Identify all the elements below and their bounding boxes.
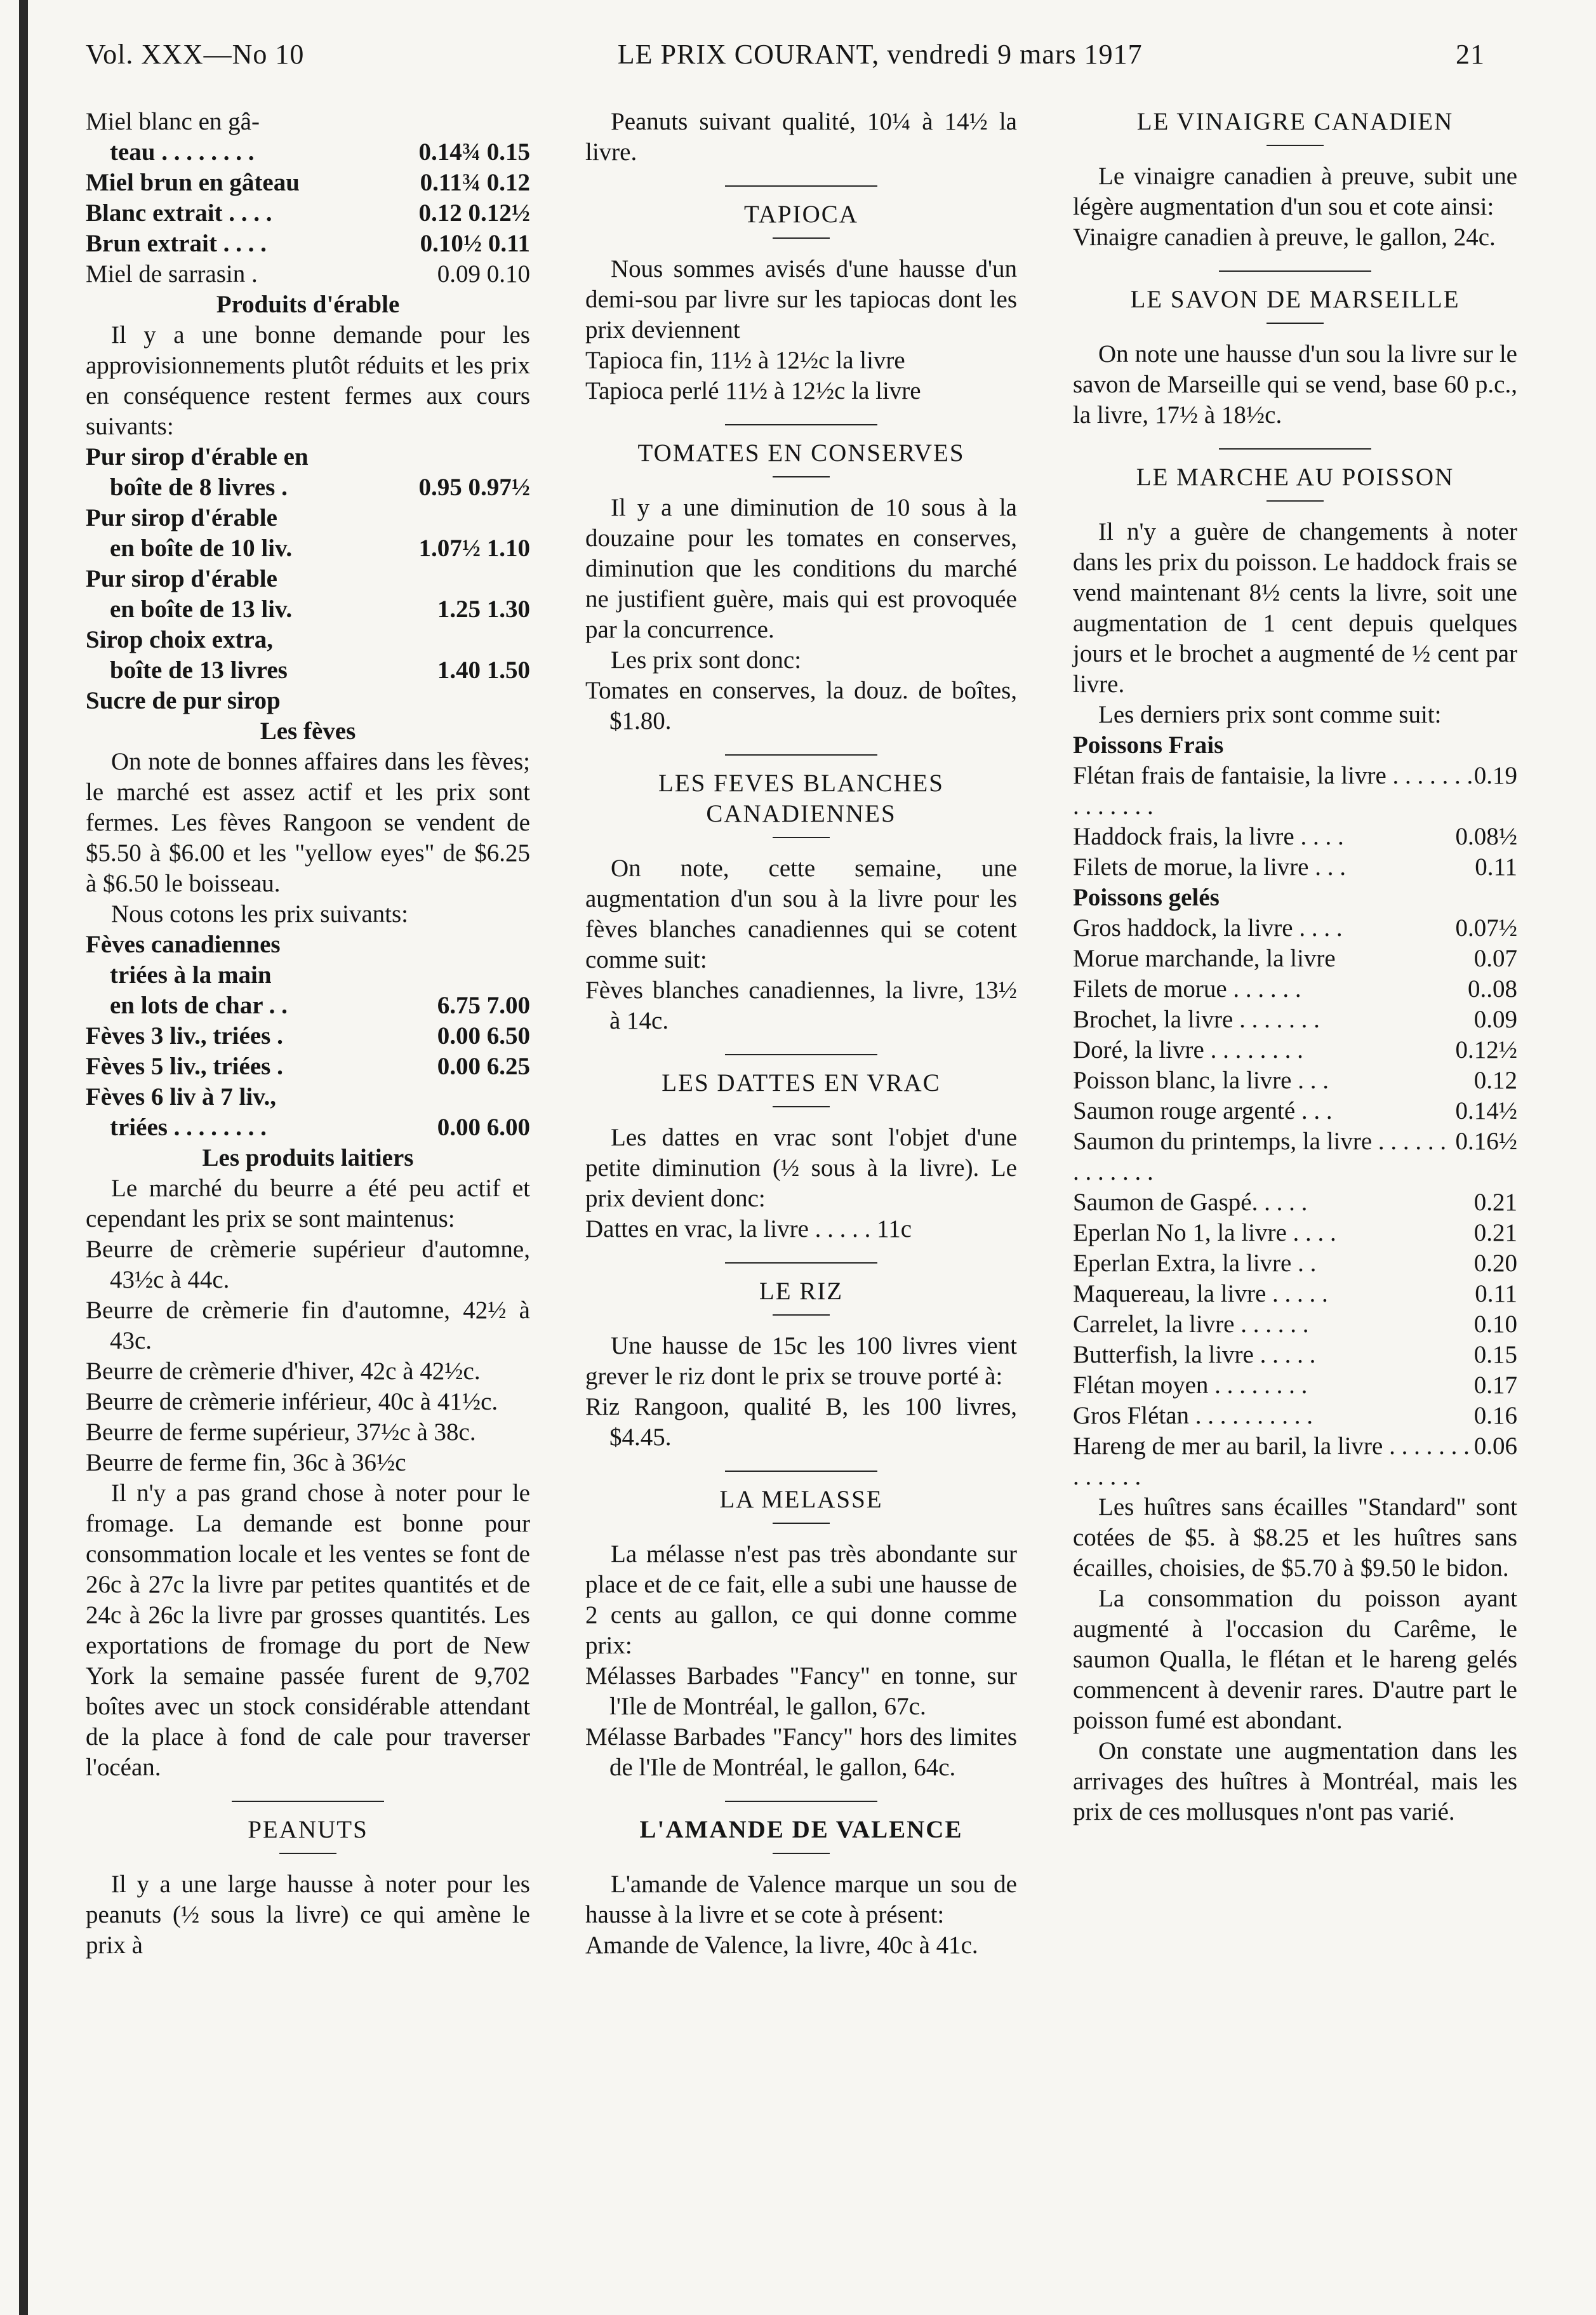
section-heading-feves-blanches: LES FEVES BLANCHES CANADIENNES [658,770,944,827]
price-item: Saumon du printemps, la livre . . . . . . . . . . . . . 0.16½ [1073,1128,1517,1185]
paragraph: On note de bonnes affaires dans les fèves; le marché est assez actif et les prix sont fermes. Les fèves Rangoon se vendent de $5.50 à $6.00 et les "yellow eyes" de $6.25 à $6.50 le boisseau. [86,748,530,897]
subheading-poissons-frais: Poissons Frais [1073,731,1224,759]
price-item: Brochet, la livre . . . . . . . 0.09 [1073,1006,1517,1033]
price-item: triées à la main [110,961,272,989]
section-heading-savon: LE SAVON DE MARSEILLE [1130,286,1460,313]
price-item: Saumon rouge argenté . . . 0.14½ [1073,1097,1517,1124]
price-item: Miel de sarrasin . 0.09 0.10 [86,260,530,288]
price-item: Maquereau, la livre . . . . . 0.11 [1073,1280,1517,1307]
price-item: en lots de char . . 6.75 7.00 [110,992,530,1019]
column-1 [86,107,530,1961]
subheading-erable: Produits d'érable [216,291,400,318]
heading-rule [1267,323,1324,324]
section-heading-dattes: LES DATTES EN VRAC [662,1069,941,1097]
paragraph: L'amande de Valence marque un sou de hausse à la livre et se cote à présent: [585,1871,1017,1928]
section-divider [725,424,877,425]
price-item: Fèves 6 liv à 7 liv., triées . . . . . . . . 0.00 6.00 [86,1083,530,1141]
heading-rule [773,1106,830,1107]
heading-rule [1267,500,1324,502]
section-divider [725,1054,877,1055]
price-item: Mélasses Barbades "Fancy" en tonne, sur l'Ile de Montréal, le gallon, 67c. [585,1662,1017,1720]
price-item: Beurre de ferme fin, 36c à 36½c [86,1449,406,1476]
price-item: Fèves blanches canadiennes, la livre, 13½ à 14c. [585,977,1017,1034]
heading-rule [773,837,830,838]
price-item: Carrelet, la livre . . . . . . 0.10 [1073,1311,1517,1338]
subheading-poissons-geles: Poissons gelés [1073,884,1220,911]
heading-rule [773,476,830,477]
price-item: Dattes en vrac, la livre . . . . . 11c [585,1215,912,1243]
publication-title: LE PRIX COURANT, vendredi 9 mars 1917 [617,39,1143,70]
price-item: Fèves 3 liv., triées . 0.00 6.50 [86,1022,530,1050]
column-3 [1073,107,1517,1827]
subheading-laitiers: Les produits laitiers [202,1144,414,1171]
paragraph: On note, cette semaine, une augmentation d'un sou à la livre pour les fèves blanches canadiennes qui se cotent comme suit: [585,855,1017,973]
heading-rule [279,1853,336,1854]
section-divider [725,185,877,187]
paragraph: La consommation du poisson ayant augmenté à l'occasion du Carême, le saumon Qualla, le flétan et le hareng gelés commencent à devenir rares. D'autre part le poisson fumé est abondant. [1073,1585,1517,1734]
page-number: 21 [1456,39,1485,70]
section-heading-vinaigre: LE VINAIGRE CANADIEN [1136,108,1454,135]
section-heading-melasse: LA MELASSE [719,1486,883,1513]
paragraph: Le vinaigre canadien à preuve, subit une légère augmentation d'un sou et cote ainsi: [1073,163,1517,220]
price-item: Riz Rangoon, qualité B, les 100 livres, $4.45. [585,1393,1017,1451]
paragraph: Les prix sont donc: [611,646,802,674]
price-item: Haddock frais, la livre . . . . 0.08½ [1073,823,1517,850]
price-item: Fèves canadiennes [86,931,281,958]
paragraph: Les dattes en vrac sont l'objet d'une petite diminution (½ sous à la livre). Le prix devient donc: [585,1124,1017,1212]
price-item: Beurre de crèmerie supérieur d'automne, 43½c à 44c. [86,1236,530,1293]
price-item: Morue marchande, la livre 0.07 [1073,945,1517,972]
paragraph: Peanuts suivant qualité, 10¼ à 14½ la livre. [585,108,1017,166]
price-item: Blanc extrait . . . . 0.12 0.12½ [86,199,530,227]
paragraph: On note une hausse d'un sou la livre sur le savon de Marseille qui se vend, base 60 p.c., la livre, 17½ à 18½c. [1073,340,1517,429]
price-item: Mélasse Barbades "Fancy" hors des limites de l'Ile de Montréal, le gallon, 64c. [585,1723,1017,1781]
section-divider [725,1801,877,1802]
price-item: Filets de morue . . . . . . 0..08 [1073,975,1517,1003]
price-item: Miel brun en gâteau 0.11¾ 0.12 [86,169,530,196]
paragraph: Le marché du beurre a été peu actif et cependant les prix se sont maintenus: [86,1175,530,1232]
price-item: Flétan moyen . . . . . . . . 0.17 [1073,1371,1517,1399]
paragraph: Il y a une diminution de 10 sous à la douzaine pour les tomates en conserves, diminution que les conditions du marché ne justifient guère, mais qui est provoquée par la concurrence. [585,494,1017,643]
price-item: Beurre de ferme supérieur, 37½c à 38c. [86,1418,476,1446]
heading-rule [1267,145,1324,146]
price-item: Beurre de crèmerie fin d'automne, 42½ à 43c. [86,1297,530,1354]
price-item: Eperlan Extra, la livre . . 0.20 [1073,1250,1517,1277]
price-item: Gros haddock, la livre . . . . 0.07½ [1073,914,1517,942]
section-divider [725,1262,877,1264]
price-item: Hareng de mer au baril, la livre . . . . . . . . . . . . . 0.06 [1073,1432,1517,1490]
price-item: Tapioca perlé 11½ à 12½c la livre [585,377,921,404]
paragraph: On constate une augmentation dans les arrivages des huîtres à Montréal, mais les prix de ces mollusques n'ont pas varié. [1073,1737,1517,1825]
section-divider [1219,448,1371,450]
paragraph: Il n'y a pas grand chose à noter pour le fromage. La demande est bonne pour consommation locale et les ventes se font de 26c à 27c la livre par petites quantités et de 24c à 26c la livre par grosses quantités. Les exportations de fromage du port de New York la semaine passée furent de 9,702 boîtes avec un stock considérable attendant de la place à fond de cale pour traverser l'océan. [86,1479,530,1781]
price-item: Eperlan No 1, la livre . . . . 0.21 [1073,1219,1517,1246]
section-heading-poisson: LE MARCHE AU POISSON [1136,464,1454,491]
column-2 [585,107,1017,1961]
price-item: Flétan frais de fantaisie, la livre . . . . . . . . . . . . . . 0.19 [1073,762,1517,820]
paragraph: Les huîtres sans écailles "Standard" sont cotées de $5. à $8.25 et les huîtres sans écailles, choisies, de $5.70 à $9.50 le bidon. [1073,1493,1517,1582]
price-item: Beurre de crèmerie inférieur, 40c à 41½c. [86,1388,498,1415]
price-item: Tomates en conserves, la douz. de boîtes, $1.80. [585,677,1017,735]
paragraph: Il n'y a guère de changements à noter dans les prix du poisson. Le haddock frais se vend maintenant 8½ cents la livre, soit une augmentation de 1 cent depuis quelques jours et le brochet a augmenté de ½ cent par livre. [1073,518,1517,698]
paragraph: Il y a une large hausse à noter pour les peanuts (½ sous la livre) ce qui amène le prix à [86,1871,530,1959]
price-item: Brun extrait . . . . 0.10½ 0.11 [86,230,530,257]
price-item: Filets de morue, la livre . . . 0.11 [1073,853,1517,881]
volume-number: Vol. XXX—No 10 [86,39,305,70]
section-heading-tapioca: TAPIOCA [744,201,858,228]
price-item: Fèves 5 liv., triées . 0.00 6.25 [86,1053,530,1080]
price-item: Gros Flétan . . . . . . . . . . 0.16 [1073,1402,1517,1429]
subheading-feves: Les fèves [260,717,356,745]
price-item: Pur sirop d'érable en boîte de 8 livres . 0.95 0.97½ [86,443,530,501]
price-item: Saumon de Gaspé. . . . . 0.21 [1073,1189,1517,1216]
paragraph: Nous sommes avisés d'une hausse d'un demi-sou par livre sur les tapiocas dont les prix deviennent [585,255,1017,344]
section-divider [1219,270,1371,272]
price-item: Sirop choix extra, boîte de 13 livres 1.40 1.50 [86,626,530,684]
paragraph: Nous cotons les prix suivants: [111,900,408,928]
section-heading-tomates: TOMATES EN CONSERVES [637,439,965,467]
section-divider [232,1801,384,1802]
price-item: Tapioca fin, 11½ à 12½c la livre [585,347,905,374]
price-item: Pur sirop d'érable en boîte de 10 liv. 1.07½ 1.10 [86,504,530,562]
paragraph: Il y a une bonne demande pour les approvisionnements plutôt réduits et les prix en conséquence restent fermes aux cours suivants: [86,321,530,440]
heading-rule [773,1853,830,1854]
paragraph: Les derniers prix sont comme suit: [1098,701,1442,728]
price-item-label: Miel blanc en gâ- [86,108,260,135]
section-heading-peanuts: PEANUTS [248,1816,368,1843]
section-heading-amande: L'AMANDE DE VALENCE [639,1816,963,1843]
page-binding-edge [19,0,28,2315]
price-item: Doré, la livre . . . . . . . . 0.12½ [1073,1036,1517,1064]
section-divider [725,1471,877,1472]
price-item: Poisson blanc, la livre . . . 0.12 [1073,1067,1517,1094]
heading-rule [773,1523,830,1524]
section-heading-riz: LE RIZ [759,1278,844,1305]
heading-rule [773,237,830,239]
heading-rule [773,1314,830,1316]
price-item: Butterfish, la livre . . . . . 0.15 [1073,1341,1517,1368]
price-item: Beurre de crèmerie d'hiver, 42c à 42½c. [86,1358,481,1385]
paragraph: Une hausse de 15c les 100 livres vient grever le riz dont le prix se trouve porté à: [585,1332,1017,1390]
section-divider [725,754,877,756]
price-item: Amande de Valence, la livre, 40c à 41c. [585,1931,978,1959]
price-item: Sucre de pur sirop [86,687,281,714]
page-header [86,38,1485,83]
paragraph: La mélasse n'est pas très abondante sur place et de ce fait, elle a subi une hausse de 2 cents au gallon, ce qui donne comme prix: [585,1540,1017,1659]
price-item: Pur sirop d'érable en boîte de 13 liv. 1.25 1.30 [86,565,530,623]
price-item: teau . . . . . . . . 0.14¾ 0.15 [110,138,530,166]
price-item: Vinaigre canadien à preuve, le gallon, 24c. [1073,223,1496,251]
